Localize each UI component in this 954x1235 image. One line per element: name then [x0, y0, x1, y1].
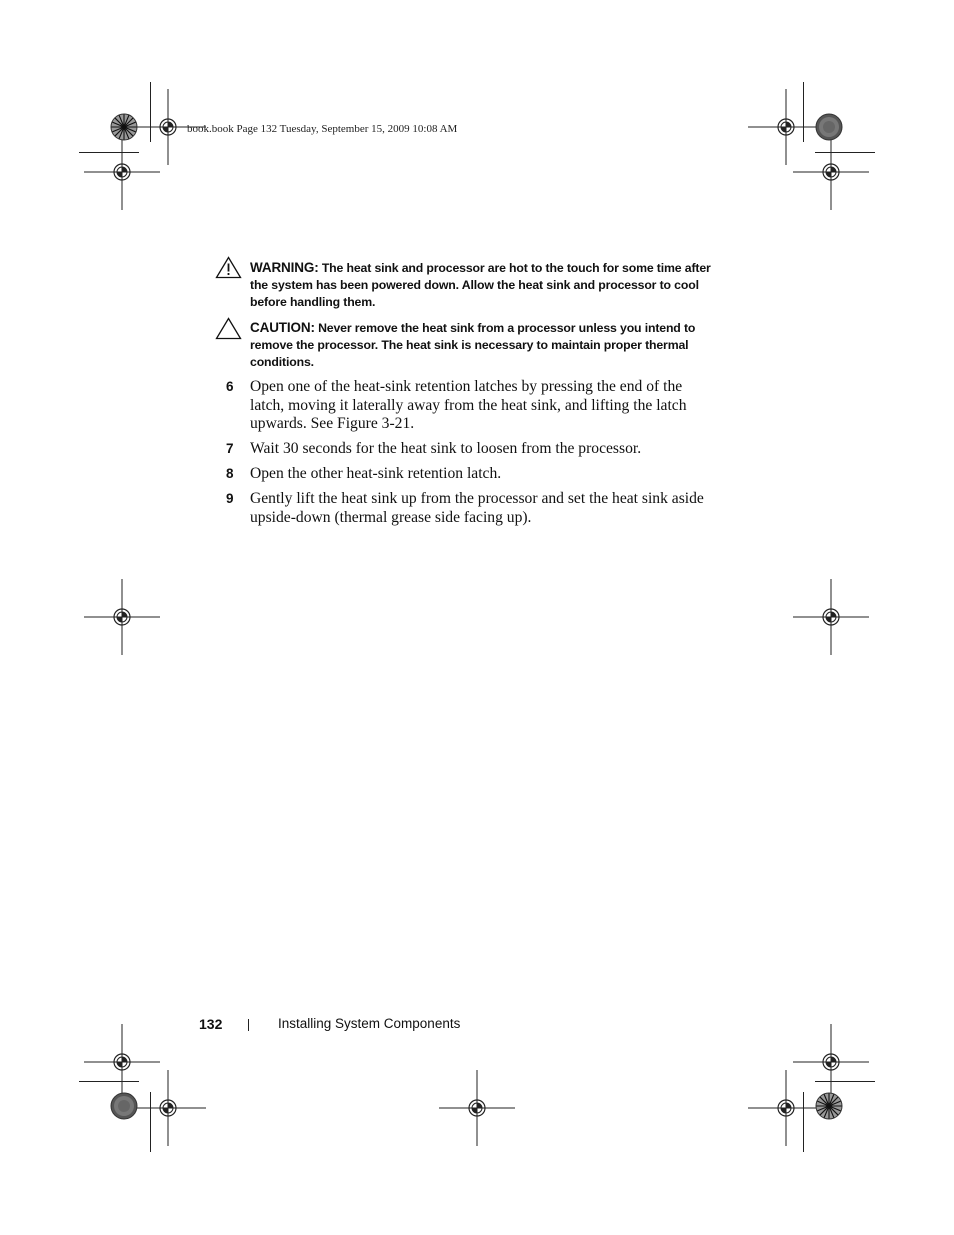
step-number: 7 — [226, 441, 234, 456]
warning-notice — [250, 259, 720, 311]
caution-label: CAUTION: — [250, 320, 315, 335]
list-item — [218, 465, 718, 484]
step-number: 8 — [226, 466, 234, 481]
list-item — [218, 440, 718, 459]
step-text: Gently lift the heat sink up from the processor and set the heat sink aside upside-down (thermal grease side facing up). — [250, 490, 704, 526]
starburst-target-icon — [111, 1093, 137, 1119]
caution-text: Never remove the heat sink from a processor unless you intend to remove the processor. The heat sink is necessary to maintain proper thermal conditions. — [250, 321, 696, 369]
print-slug: book.book Page 132 Tuesday, September 15, 2009 10:08 AM — [187, 123, 458, 135]
list-item — [218, 490, 718, 527]
warning-label: WARNING: — [250, 260, 319, 275]
step-number: 9 — [226, 491, 234, 506]
step-text: Open the other heat-sink retention latch. — [250, 465, 502, 482]
footer-divider — [248, 1019, 249, 1031]
warning-text: The heat sink and processor are hot to the touch for some time after the system has been powered down. Allow the heat sink and processor to cool before handling them. — [250, 261, 711, 309]
footer-section-title: Installing System Components — [278, 1016, 461, 1031]
caution-notice — [250, 319, 720, 371]
page-number: 132 — [199, 1016, 223, 1032]
caution-triangle-icon — [215, 317, 242, 340]
starburst-target-icon — [816, 114, 842, 140]
step-text: Open one of the heat-sink retention latches by pressing the end of the latch, moving it laterally away from the heat sink, and lifting the latch upwards. See Figure 3-21. — [250, 378, 687, 432]
step-number: 6 — [226, 379, 234, 394]
starburst-target-icon — [111, 114, 137, 140]
list-item — [218, 378, 718, 434]
starburst-target-icon — [816, 1093, 842, 1119]
step-text: Wait 30 seconds for the heat sink to loosen from the processor. — [250, 440, 642, 457]
warning-triangle-icon — [215, 256, 242, 279]
